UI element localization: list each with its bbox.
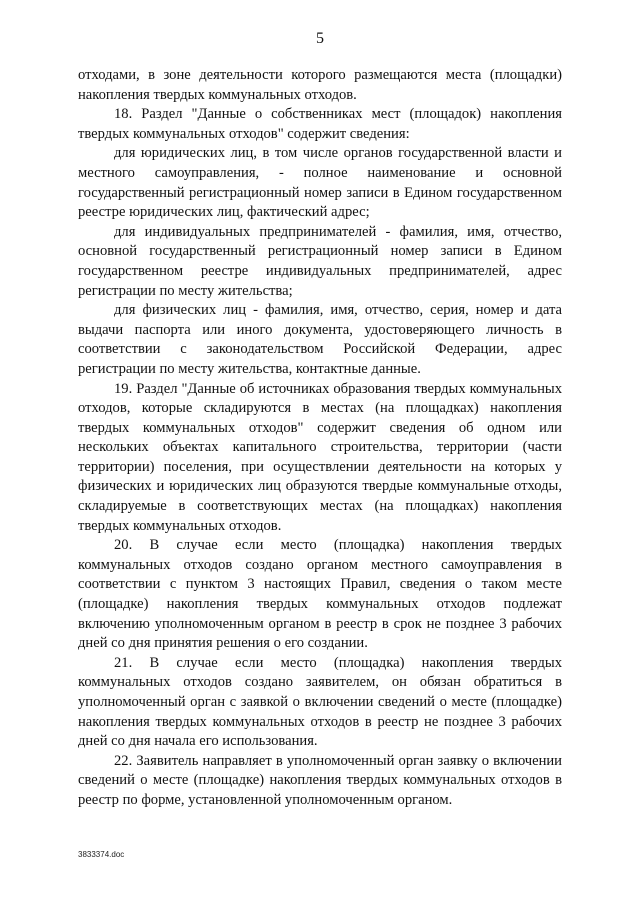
paragraph-19: 19. Раздел "Данные об источниках образования твердых коммунальных отходов, которые складируются в местах (на площадках) накопления твердых коммунальных отходов" содержит сведения об одном или нескольких объектах капитального строительства, территории (части территории) поселения, при осуществлении деятельности на которых у физических и юридических лиц образуются твердые коммунальные отходы, складируемые в соответствующих местах (на площадках) накопления твердых коммунальных отходов. [78, 380, 562, 534]
footer-file-code: 3833374.doc [78, 850, 125, 859]
paragraph-18-legal-entities: для юридических лиц, в том числе органов государственной власти и местного самоуправления, - полное наименование и основной государственный регистрационный номер записи в Едином государственном реестре юридических лиц, фактический адрес; [78, 145, 562, 221]
paragraph-18-individuals: для физических лиц - фамилия, имя, отчество, серия, номер и дата выдачи паспорта или иного документа, удостоверяющего личность в соответствии с законодательством Российской Федерации, адрес регистрации по месту жительства, контактные данные. [78, 302, 562, 377]
paragraph-18-entrepreneurs: для индивидуальных предпринимателей - фамилия, имя, отчество, основной государственный регистрационный номер записи в Едином государственном реестре индивидуальных предпринимателей, адрес регистрации по месту жительства; [78, 223, 562, 299]
paragraph-21: 21. В случае если место (площадка) накопления твердых коммунальных отходов создано заявителем, он обязан обратиться в уполномоченный орган с заявкой о включении сведений о месте (площадке) накопления твердых коммунальных отходов в реестр не позднее 3 рабочих дней со дня начала его использования. [78, 654, 562, 750]
page-number: 5 [316, 30, 324, 47]
paragraph-20: 20. В случае если место (площадка) накопления твердых коммунальных отходов создано органом местного самоуправления в соответствии с пунктом 3 настоящих Правил, сведения о таком месте (площадке) накопления твердых коммунальных отходов подлежат включению уполномоченным органом в реестр в срок не позднее 3 рабочих дней со дня принятия решения о его создании. [78, 537, 562, 652]
document-body [78, 66, 562, 811]
paragraph-18: 18. Раздел "Данные о собственниках мест (площадок) накопления твердых коммунальных отходов" содержит сведения: [78, 106, 562, 142]
paragraph-continuation: отходами, в зоне деятельности которого размещаются места (площадки) накопления твердых коммунальных отходов. [78, 67, 562, 103]
paragraph-22: 22. Заявитель направляет в уполномоченный орган заявку о включении сведений о месте (площадке) накопления твердых коммунальных отходов в реестр по форме, установленной уполномоченным органом. [78, 752, 562, 808]
